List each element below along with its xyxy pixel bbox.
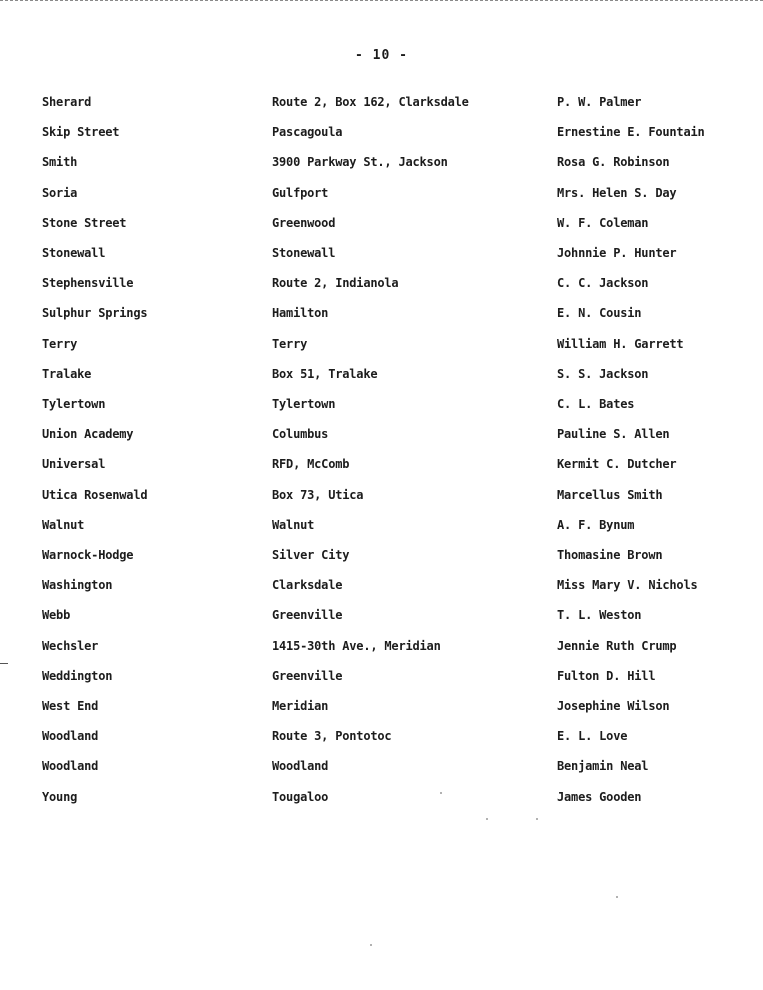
- school-name: Walnut: [42, 517, 85, 532]
- school-address: Route 2, Indianola: [272, 276, 399, 291]
- page-top-edge: [0, 0, 763, 5]
- school-name: Weddington: [42, 668, 113, 683]
- table-row: [0, 456, 763, 476]
- scan-speck: [440, 792, 442, 794]
- school-address: 3900 Parkway St., Jackson: [272, 155, 448, 170]
- scan-speck: [536, 818, 538, 820]
- contact-person: Thomasine Brown: [557, 548, 663, 562]
- contact-person: Josephine Wilson: [557, 699, 670, 713]
- contact-person: C. C. Jackson: [557, 276, 649, 291]
- contact-person: P. W. Palmer: [557, 95, 642, 109]
- table-row: [0, 607, 763, 627]
- scan-speck: [486, 818, 488, 820]
- school-address: Greenwood: [272, 215, 336, 230]
- table-row: [0, 517, 763, 537]
- table-row: [0, 124, 763, 144]
- school-address: Columbus: [272, 427, 329, 442]
- school-name: Washington: [42, 578, 113, 593]
- contact-person: E. N. Cousin: [557, 306, 642, 321]
- contact-person: Rosa G. Robinson: [557, 155, 670, 170]
- contact-person: Ernestine E. Fountain: [557, 125, 705, 140]
- school-address: Stonewall: [272, 246, 336, 260]
- school-address: Silver City: [272, 548, 350, 562]
- school-name: Sherard: [42, 95, 92, 109]
- scan-speck: [370, 944, 372, 946]
- school-name: West End: [42, 699, 99, 713]
- contact-person: James Gooden: [557, 789, 642, 804]
- school-name: Sulphur Springs: [42, 306, 148, 321]
- contact-person: William H. Garrett: [557, 336, 684, 351]
- table-row: [0, 94, 763, 114]
- page-number: - 10 -: [355, 48, 408, 63]
- contact-person: Kermit C. Dutcher: [557, 457, 677, 472]
- contact-person: Benjamin Neal: [557, 759, 649, 774]
- contact-person: S. S. Jackson: [557, 366, 649, 381]
- contact-person: Fulton D. Hill: [557, 668, 656, 683]
- school-address: Tougaloo: [272, 789, 329, 804]
- table-row: [0, 577, 763, 597]
- school-address: Pascagoula: [272, 125, 343, 140]
- school-name: Soria: [42, 185, 78, 200]
- school-name: Utica Rosenwald: [42, 487, 148, 502]
- school-address: Route 3, Pontotoc: [272, 729, 392, 744]
- table-row: [0, 547, 763, 567]
- school-name: Skip Street: [42, 125, 120, 140]
- school-address: Meridian: [272, 699, 329, 713]
- school-name: Stonewall: [42, 246, 106, 260]
- school-address: Walnut: [272, 517, 315, 532]
- school-name: Stephensville: [42, 276, 134, 291]
- contact-person: W. F. Coleman: [557, 215, 649, 230]
- margin-mark: [0, 663, 8, 664]
- table-row: [0, 638, 763, 658]
- table-row: [0, 305, 763, 325]
- school-address: Terry: [272, 336, 308, 351]
- contact-person: E. L. Love: [557, 729, 628, 744]
- contact-person: C. L. Bates: [557, 397, 635, 411]
- table-row: [0, 336, 763, 356]
- table-row: [0, 758, 763, 778]
- table-row: [0, 215, 763, 235]
- school-address: RFD, McComb: [272, 457, 350, 472]
- school-name: Tralake: [42, 366, 92, 381]
- school-name: Smith: [42, 155, 78, 170]
- table-row: [0, 487, 763, 507]
- contact-person: T. L. Weston: [557, 608, 642, 623]
- contact-person: Johnnie P. Hunter: [557, 246, 677, 260]
- contact-person: Pauline S. Allen: [557, 427, 670, 442]
- school-name: Universal: [42, 457, 106, 472]
- school-address: 1415-30th Ave., Meridian: [272, 638, 441, 653]
- school-name: Warnock-Hodge: [42, 548, 134, 562]
- school-address: Clarksdale: [272, 578, 343, 593]
- table-row: [0, 245, 763, 265]
- contact-person: Marcellus Smith: [557, 487, 663, 502]
- school-address: Box 73, Utica: [272, 487, 364, 502]
- school-name: Stone Street: [42, 215, 127, 230]
- school-name: Webb: [42, 608, 71, 623]
- table-row: [0, 698, 763, 718]
- table-row: [0, 396, 763, 416]
- school-address: Gulfport: [272, 185, 329, 200]
- school-address: Woodland: [272, 759, 329, 774]
- school-address: Hamilton: [272, 306, 329, 321]
- school-name: Woodland: [42, 759, 99, 774]
- school-name: Union Academy: [42, 427, 134, 442]
- school-name: Young: [42, 789, 78, 804]
- school-address: Route 2, Box 162, Clarksdale: [272, 95, 469, 109]
- contact-person: Miss Mary V. Nichols: [557, 578, 698, 593]
- table-row: [0, 668, 763, 688]
- table-row: [0, 366, 763, 386]
- school-address: Tylertown: [272, 397, 336, 411]
- table-row: [0, 185, 763, 205]
- table-row: [0, 275, 763, 295]
- school-name: Terry: [42, 336, 78, 351]
- table-row: [0, 789, 763, 809]
- school-address: Box 51, Tralake: [272, 366, 378, 381]
- table-row: [0, 728, 763, 748]
- table-row: [0, 154, 763, 174]
- school-name: Woodland: [42, 729, 99, 744]
- scan-speck: [616, 896, 618, 898]
- school-address: Greenville: [272, 608, 343, 623]
- school-address: Greenville: [272, 668, 343, 683]
- table-row: [0, 426, 763, 446]
- school-name: Wechsler: [42, 638, 99, 653]
- contact-person: A. F. Bynum: [557, 517, 635, 532]
- contact-person: Jennie Ruth Crump: [557, 638, 677, 653]
- school-name: Tylertown: [42, 397, 106, 411]
- contact-person: Mrs. Helen S. Day: [557, 185, 677, 200]
